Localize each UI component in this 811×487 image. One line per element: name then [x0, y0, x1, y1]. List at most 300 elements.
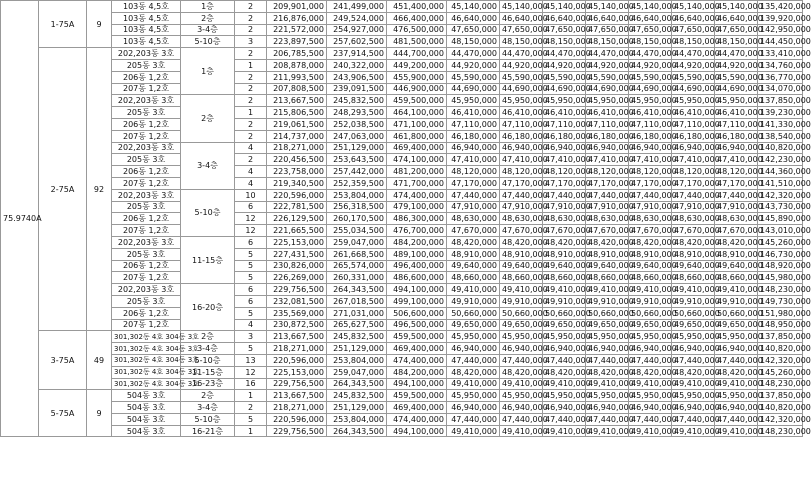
- amount-cell: 256,318,500: [327, 201, 387, 213]
- amount-cell: 216,876,000: [267, 12, 327, 24]
- amount-cell: 49,650,000: [586, 319, 629, 331]
- amount-cell: 49,640,000: [629, 260, 672, 272]
- table-row: [1, 12, 803, 24]
- amount-cell: 49,910,000: [672, 295, 715, 307]
- units-cell: 5: [235, 272, 267, 284]
- amount-cell: 151,980,000: [758, 307, 803, 319]
- floor-cell: 11-15층: [181, 366, 235, 378]
- amount-cell: 253,804,000: [327, 413, 387, 425]
- amount-cell: 46,940,000: [715, 343, 758, 355]
- amount-cell: 47,410,000: [672, 154, 715, 166]
- units-cell: 4: [235, 166, 267, 178]
- amount-cell: 469,400,000: [387, 142, 447, 154]
- amount-cell: 486,300,000: [387, 213, 447, 225]
- amount-cell: 47,670,000: [715, 225, 758, 237]
- amount-cell: 47,440,000: [715, 189, 758, 201]
- amount-cell: 142,320,000: [758, 354, 803, 366]
- amount-cell: 46,940,000: [672, 402, 715, 414]
- dong-cell: 103동 4,5호: [112, 12, 181, 24]
- amount-cell: 225,153,000: [267, 236, 327, 248]
- amount-cell: 140,820,000: [758, 343, 803, 355]
- amount-cell: 265,627,500: [327, 319, 387, 331]
- units-cell: 2: [235, 24, 267, 36]
- table-row: [1, 130, 803, 142]
- table-row: [1, 189, 803, 201]
- amount-cell: 46,940,000: [500, 343, 543, 355]
- units-cell: 3: [235, 331, 267, 343]
- amount-cell: 49,910,000: [715, 295, 758, 307]
- amount-cell: 145,260,000: [758, 236, 803, 248]
- amount-cell: 46,180,000: [447, 130, 500, 142]
- amount-cell: 46,940,000: [447, 402, 500, 414]
- amount-cell: 222,781,500: [267, 201, 327, 213]
- amount-cell: 49,410,000: [543, 378, 586, 390]
- amount-cell: 46,940,000: [629, 142, 672, 154]
- amount-cell: 143,730,000: [758, 201, 803, 213]
- amount-cell: 45,950,000: [672, 331, 715, 343]
- amount-cell: 47,170,000: [672, 177, 715, 189]
- table-row: [1, 260, 803, 272]
- units-cell: 2: [235, 402, 267, 414]
- amount-cell: 46,410,000: [543, 107, 586, 119]
- amount-cell: 47,170,000: [543, 177, 586, 189]
- amount-cell: 49,410,000: [672, 425, 715, 437]
- group-count-cell: 9: [87, 1, 112, 48]
- amount-cell: 220,596,000: [267, 189, 327, 201]
- amount-cell: 496,500,000: [387, 319, 447, 331]
- amount-cell: 44,920,000: [500, 59, 543, 71]
- dong-cell: 207동 1,2호: [112, 177, 181, 189]
- amount-cell: 47,110,000: [629, 118, 672, 130]
- amount-cell: 214,737,000: [267, 130, 327, 142]
- amount-cell: 479,100,000: [387, 201, 447, 213]
- amount-cell: 46,180,000: [629, 130, 672, 142]
- amount-cell: 251,129,000: [327, 402, 387, 414]
- dong-cell: 202,203동 3호: [112, 236, 181, 248]
- amount-cell: 48,630,000: [586, 213, 629, 225]
- amount-cell: 251,129,000: [327, 142, 387, 154]
- amount-cell: 46,940,000: [447, 343, 500, 355]
- table-row: [1, 213, 803, 225]
- amount-cell: 45,590,000: [543, 71, 586, 83]
- units-cell: 6: [235, 295, 267, 307]
- amount-cell: 46,640,000: [629, 12, 672, 24]
- amount-cell: 47,440,000: [543, 354, 586, 366]
- table-row: [1, 319, 803, 331]
- amount-cell: 48,660,000: [500, 272, 543, 284]
- dong-cell: 504동 3호: [112, 390, 181, 402]
- amount-cell: 47,440,000: [672, 413, 715, 425]
- amount-cell: 44,470,000: [672, 48, 715, 60]
- table-row: [1, 272, 803, 284]
- amount-cell: 46,410,000: [715, 107, 758, 119]
- amount-cell: 47,440,000: [543, 189, 586, 201]
- amount-cell: 48,910,000: [629, 248, 672, 260]
- amount-cell: 48,660,000: [543, 272, 586, 284]
- amount-cell: 48,120,000: [447, 166, 500, 178]
- amount-cell: 257,602,500: [327, 36, 387, 48]
- amount-cell: 219,061,500: [267, 118, 327, 130]
- amount-cell: 49,410,000: [715, 284, 758, 296]
- amount-cell: 471,700,000: [387, 177, 447, 189]
- amount-cell: 140,820,000: [758, 402, 803, 414]
- units-cell: 2: [235, 48, 267, 60]
- amount-cell: 45,950,000: [543, 390, 586, 402]
- amount-cell: 476,500,000: [387, 24, 447, 36]
- table-row: [1, 307, 803, 319]
- amount-cell: 46,640,000: [672, 12, 715, 24]
- amount-cell: 459,500,000: [387, 331, 447, 343]
- amount-cell: 49,410,000: [447, 378, 500, 390]
- amount-cell: 449,200,000: [387, 59, 447, 71]
- units-cell: 2: [235, 12, 267, 24]
- amount-cell: 48,420,000: [543, 236, 586, 248]
- amount-cell: 47,670,000: [629, 225, 672, 237]
- amount-cell: 249,524,000: [327, 12, 387, 24]
- amount-cell: 484,200,000: [387, 366, 447, 378]
- amount-cell: 227,431,500: [267, 248, 327, 260]
- table-row: [1, 425, 803, 437]
- amount-cell: 136,770,000: [758, 71, 803, 83]
- amount-cell: 141,330,000: [758, 118, 803, 130]
- table-row: [1, 177, 803, 189]
- amount-cell: 47,910,000: [500, 201, 543, 213]
- amount-cell: 44,690,000: [447, 83, 500, 95]
- amount-cell: 46,940,000: [586, 343, 629, 355]
- amount-cell: 47,650,000: [715, 24, 758, 36]
- amount-cell: 46,410,000: [500, 107, 543, 119]
- amount-cell: 44,470,000: [715, 48, 758, 60]
- dong-cell: 205동 3호: [112, 201, 181, 213]
- amount-cell: 47,440,000: [629, 189, 672, 201]
- amount-cell: 49,410,000: [586, 284, 629, 296]
- amount-cell: 45,950,000: [586, 95, 629, 107]
- amount-cell: 237,914,500: [327, 48, 387, 60]
- amount-cell: 486,600,000: [387, 272, 447, 284]
- amount-cell: 46,940,000: [629, 402, 672, 414]
- amount-cell: 47,440,000: [586, 413, 629, 425]
- amount-cell: 47,670,000: [672, 225, 715, 237]
- amount-cell: 47,410,000: [629, 154, 672, 166]
- table-row: [1, 59, 803, 71]
- amount-cell: 230,826,000: [267, 260, 327, 272]
- table-row: [1, 343, 803, 355]
- units-cell: 5: [235, 307, 267, 319]
- amount-cell: 47,440,000: [500, 189, 543, 201]
- amount-cell: 49,650,000: [543, 319, 586, 331]
- dong-cell: 301,302동 4호 304동 3호: [112, 354, 181, 366]
- amount-cell: 49,640,000: [715, 260, 758, 272]
- amount-cell: 48,910,000: [586, 248, 629, 260]
- table-row: [1, 354, 803, 366]
- amount-cell: 48,420,000: [500, 366, 543, 378]
- amount-cell: 45,950,000: [629, 390, 672, 402]
- amount-cell: 496,400,000: [387, 260, 447, 272]
- units-cell: 5: [235, 248, 267, 260]
- amount-cell: 48,660,000: [715, 272, 758, 284]
- amount-cell: 239,091,500: [327, 83, 387, 95]
- amount-cell: 49,910,000: [629, 295, 672, 307]
- amount-cell: 141,510,000: [758, 177, 803, 189]
- amount-cell: 48,660,000: [447, 272, 500, 284]
- amount-cell: 47,440,000: [500, 354, 543, 366]
- amount-cell: 251,129,000: [327, 343, 387, 355]
- amount-cell: 49,410,000: [500, 378, 543, 390]
- amount-cell: 44,920,000: [629, 59, 672, 71]
- table-row: [1, 48, 803, 60]
- amount-cell: 45,950,000: [715, 95, 758, 107]
- amount-cell: 45,590,000: [629, 71, 672, 83]
- amount-cell: 47,170,000: [586, 177, 629, 189]
- amount-cell: 47,440,000: [672, 354, 715, 366]
- amount-cell: 49,650,000: [500, 319, 543, 331]
- amount-cell: 47,110,000: [672, 118, 715, 130]
- amount-cell: 48,150,000: [629, 36, 672, 48]
- amount-cell: 260,170,500: [327, 213, 387, 225]
- amount-cell: 46,940,000: [586, 402, 629, 414]
- amount-cell: 49,410,000: [586, 425, 629, 437]
- floor-cell: 2층: [181, 12, 235, 24]
- amount-cell: 48,150,000: [672, 36, 715, 48]
- amount-cell: 139,230,000: [758, 107, 803, 119]
- amount-cell: 229,756,500: [267, 378, 327, 390]
- group-count-cell: 49: [87, 331, 112, 390]
- amount-cell: 49,640,000: [447, 260, 500, 272]
- amount-cell: 44,470,000: [586, 48, 629, 60]
- amount-cell: 48,630,000: [672, 213, 715, 225]
- amount-cell: 213,667,500: [267, 390, 327, 402]
- group-count-cell: 92: [87, 48, 112, 331]
- floor-cell: 16-20층: [181, 284, 235, 331]
- amount-cell: 49,410,000: [629, 284, 672, 296]
- amount-cell: 50,660,000: [715, 307, 758, 319]
- group-count-cell: 9: [87, 390, 112, 437]
- amount-cell: 49,410,000: [543, 425, 586, 437]
- amount-cell: 230,872,500: [267, 319, 327, 331]
- amount-cell: 245,832,500: [327, 95, 387, 107]
- amount-cell: 264,343,500: [327, 378, 387, 390]
- amount-cell: 48,660,000: [672, 272, 715, 284]
- amount-cell: 148,950,000: [758, 319, 803, 331]
- amount-cell: 48,630,000: [447, 213, 500, 225]
- amount-cell: 48,420,000: [586, 366, 629, 378]
- amount-cell: 45,140,000: [586, 1, 629, 13]
- table-row: [1, 402, 803, 414]
- amount-cell: 137,850,000: [758, 331, 803, 343]
- amount-cell: 46,410,000: [447, 107, 500, 119]
- amount-cell: 46,940,000: [543, 343, 586, 355]
- floor-cell: 3-4층: [181, 343, 235, 355]
- amount-cell: 49,410,000: [715, 378, 758, 390]
- amount-cell: 206,785,500: [267, 48, 327, 60]
- amount-cell: 47,440,000: [672, 189, 715, 201]
- dong-cell: 202,203동 3호: [112, 142, 181, 154]
- amount-cell: 47,410,000: [586, 154, 629, 166]
- amount-cell: 46,940,000: [715, 142, 758, 154]
- units-cell: 12: [235, 225, 267, 237]
- amount-cell: 241,499,000: [327, 1, 387, 13]
- dong-cell: 301,302동 4호 304동 3호: [112, 378, 181, 390]
- amount-cell: 260,331,000: [327, 272, 387, 284]
- floor-cell: 5-10층: [181, 354, 235, 366]
- floor-cell: 1층: [181, 1, 235, 13]
- dong-cell: 205동 3호: [112, 107, 181, 119]
- amount-cell: 49,650,000: [629, 319, 672, 331]
- units-cell: 2: [235, 130, 267, 142]
- amount-cell: 144,360,000: [758, 166, 803, 178]
- amount-cell: 47,440,000: [629, 413, 672, 425]
- amount-cell: 48,150,000: [447, 36, 500, 48]
- amount-cell: 45,590,000: [500, 71, 543, 83]
- table-row: [1, 390, 803, 402]
- dong-cell: 205동 3호: [112, 154, 181, 166]
- amount-cell: 47,670,000: [447, 225, 500, 237]
- table-row: [1, 225, 803, 237]
- amount-cell: 48,630,000: [715, 213, 758, 225]
- amount-cell: 484,200,000: [387, 236, 447, 248]
- dong-cell: 206동 1,2호: [112, 166, 181, 178]
- amount-cell: 47,440,000: [447, 354, 500, 366]
- table-row: [1, 378, 803, 390]
- amount-cell: 252,038,500: [327, 118, 387, 130]
- amount-cell: 140,820,000: [758, 142, 803, 154]
- amount-cell: 148,230,000: [758, 284, 803, 296]
- amount-cell: 44,690,000: [500, 83, 543, 95]
- amount-cell: 49,650,000: [447, 319, 500, 331]
- amount-cell: 45,950,000: [586, 390, 629, 402]
- amount-cell: 45,140,000: [672, 1, 715, 13]
- units-cell: 5: [235, 343, 267, 355]
- floor-cell: 11-15층: [181, 236, 235, 283]
- amount-cell: 494,100,000: [387, 425, 447, 437]
- amount-cell: 139,920,000: [758, 12, 803, 24]
- amount-cell: 47,440,000: [586, 189, 629, 201]
- amount-cell: 47,650,000: [672, 24, 715, 36]
- amount-cell: 48,420,000: [672, 236, 715, 248]
- amount-cell: 48,150,000: [715, 36, 758, 48]
- floor-cell: 2층: [181, 95, 235, 142]
- amount-cell: 45,950,000: [500, 331, 543, 343]
- amount-cell: 49,910,000: [586, 295, 629, 307]
- floor-cell: 1층: [181, 48, 235, 95]
- amount-cell: 459,500,000: [387, 95, 447, 107]
- amount-cell: 50,660,000: [447, 307, 500, 319]
- table-row: [1, 331, 803, 343]
- amount-cell: 474,400,000: [387, 413, 447, 425]
- amount-cell: 466,400,000: [387, 12, 447, 24]
- amount-cell: 134,760,000: [758, 59, 803, 71]
- amount-cell: 148,920,000: [758, 260, 803, 272]
- amount-cell: 474,400,000: [387, 354, 447, 366]
- amount-cell: 49,650,000: [715, 319, 758, 331]
- amount-cell: 47,650,000: [500, 24, 543, 36]
- amount-cell: 253,643,500: [327, 154, 387, 166]
- amount-cell: 252,359,500: [327, 177, 387, 189]
- amount-cell: 474,100,000: [387, 154, 447, 166]
- amount-cell: 226,269,000: [267, 272, 327, 284]
- amount-cell: 226,129,500: [267, 213, 327, 225]
- amount-cell: 261,668,500: [327, 248, 387, 260]
- table-row: [1, 248, 803, 260]
- amount-cell: 47,440,000: [447, 413, 500, 425]
- amount-cell: 45,950,000: [543, 95, 586, 107]
- amount-cell: 469,400,000: [387, 402, 447, 414]
- amount-cell: 232,081,500: [267, 295, 327, 307]
- dong-cell: 202,203동 3호: [112, 95, 181, 107]
- table-row: [1, 24, 803, 36]
- amount-cell: 149,730,000: [758, 295, 803, 307]
- units-cell: 2: [235, 118, 267, 130]
- table-row: [1, 118, 803, 130]
- amount-cell: 451,400,000: [387, 1, 447, 13]
- amount-cell: 221,572,000: [267, 24, 327, 36]
- dong-cell: 206동 1,2호: [112, 260, 181, 272]
- amount-cell: 46,410,000: [672, 107, 715, 119]
- amount-cell: 134,070,000: [758, 83, 803, 95]
- amount-cell: 47,410,000: [715, 154, 758, 166]
- amount-cell: 46,940,000: [715, 402, 758, 414]
- table-row: [1, 36, 803, 48]
- table-row: [1, 142, 803, 154]
- amount-cell: 45,140,000: [447, 1, 500, 13]
- amount-cell: 46,180,000: [500, 130, 543, 142]
- units-cell: 2: [235, 154, 267, 166]
- amount-cell: 50,660,000: [586, 307, 629, 319]
- units-cell: 6: [235, 201, 267, 213]
- amount-cell: 48,630,000: [629, 213, 672, 225]
- amount-cell: 481,500,000: [387, 36, 447, 48]
- amount-cell: 47,410,000: [500, 154, 543, 166]
- amount-cell: 221,665,500: [267, 225, 327, 237]
- amount-cell: 48,420,000: [500, 236, 543, 248]
- amount-cell: 49,410,000: [543, 284, 586, 296]
- units-cell: 12: [235, 366, 267, 378]
- amount-cell: 48,120,000: [672, 166, 715, 178]
- amount-cell: 47,910,000: [629, 201, 672, 213]
- dong-cell: 103동 4,5호: [112, 1, 181, 13]
- amount-cell: 235,569,000: [267, 307, 327, 319]
- amount-cell: 50,660,000: [672, 307, 715, 319]
- table-row: [1, 366, 803, 378]
- amount-cell: 47,440,000: [447, 189, 500, 201]
- table-row: [1, 166, 803, 178]
- dong-cell: 103동 4,5호: [112, 24, 181, 36]
- amount-cell: 44,690,000: [543, 83, 586, 95]
- dong-cell: 207동 1,2호: [112, 83, 181, 95]
- amount-cell: 48,150,000: [500, 36, 543, 48]
- amount-cell: 46,940,000: [543, 142, 586, 154]
- units-cell: 10: [235, 189, 267, 201]
- amount-cell: 45,950,000: [586, 331, 629, 343]
- dong-cell: 205동 3호: [112, 295, 181, 307]
- amount-cell: 44,920,000: [715, 59, 758, 71]
- amount-cell: 148,230,000: [758, 378, 803, 390]
- amount-cell: 45,590,000: [715, 71, 758, 83]
- amount-cell: 46,410,000: [629, 107, 672, 119]
- amount-cell: 245,832,500: [327, 390, 387, 402]
- type-code-cell: 75.9740A: [1, 1, 39, 437]
- amount-cell: 489,100,000: [387, 248, 447, 260]
- amount-cell: 48,420,000: [447, 366, 500, 378]
- dong-cell: 206동 1,2호: [112, 71, 181, 83]
- floor-cell: 5-10층: [181, 189, 235, 236]
- amount-cell: 44,690,000: [715, 83, 758, 95]
- floor-cell: 2층: [181, 331, 235, 343]
- amount-cell: 271,031,000: [327, 307, 387, 319]
- amount-cell: 47,440,000: [500, 413, 543, 425]
- units-cell: 6: [235, 284, 267, 296]
- amount-cell: 46,940,000: [672, 142, 715, 154]
